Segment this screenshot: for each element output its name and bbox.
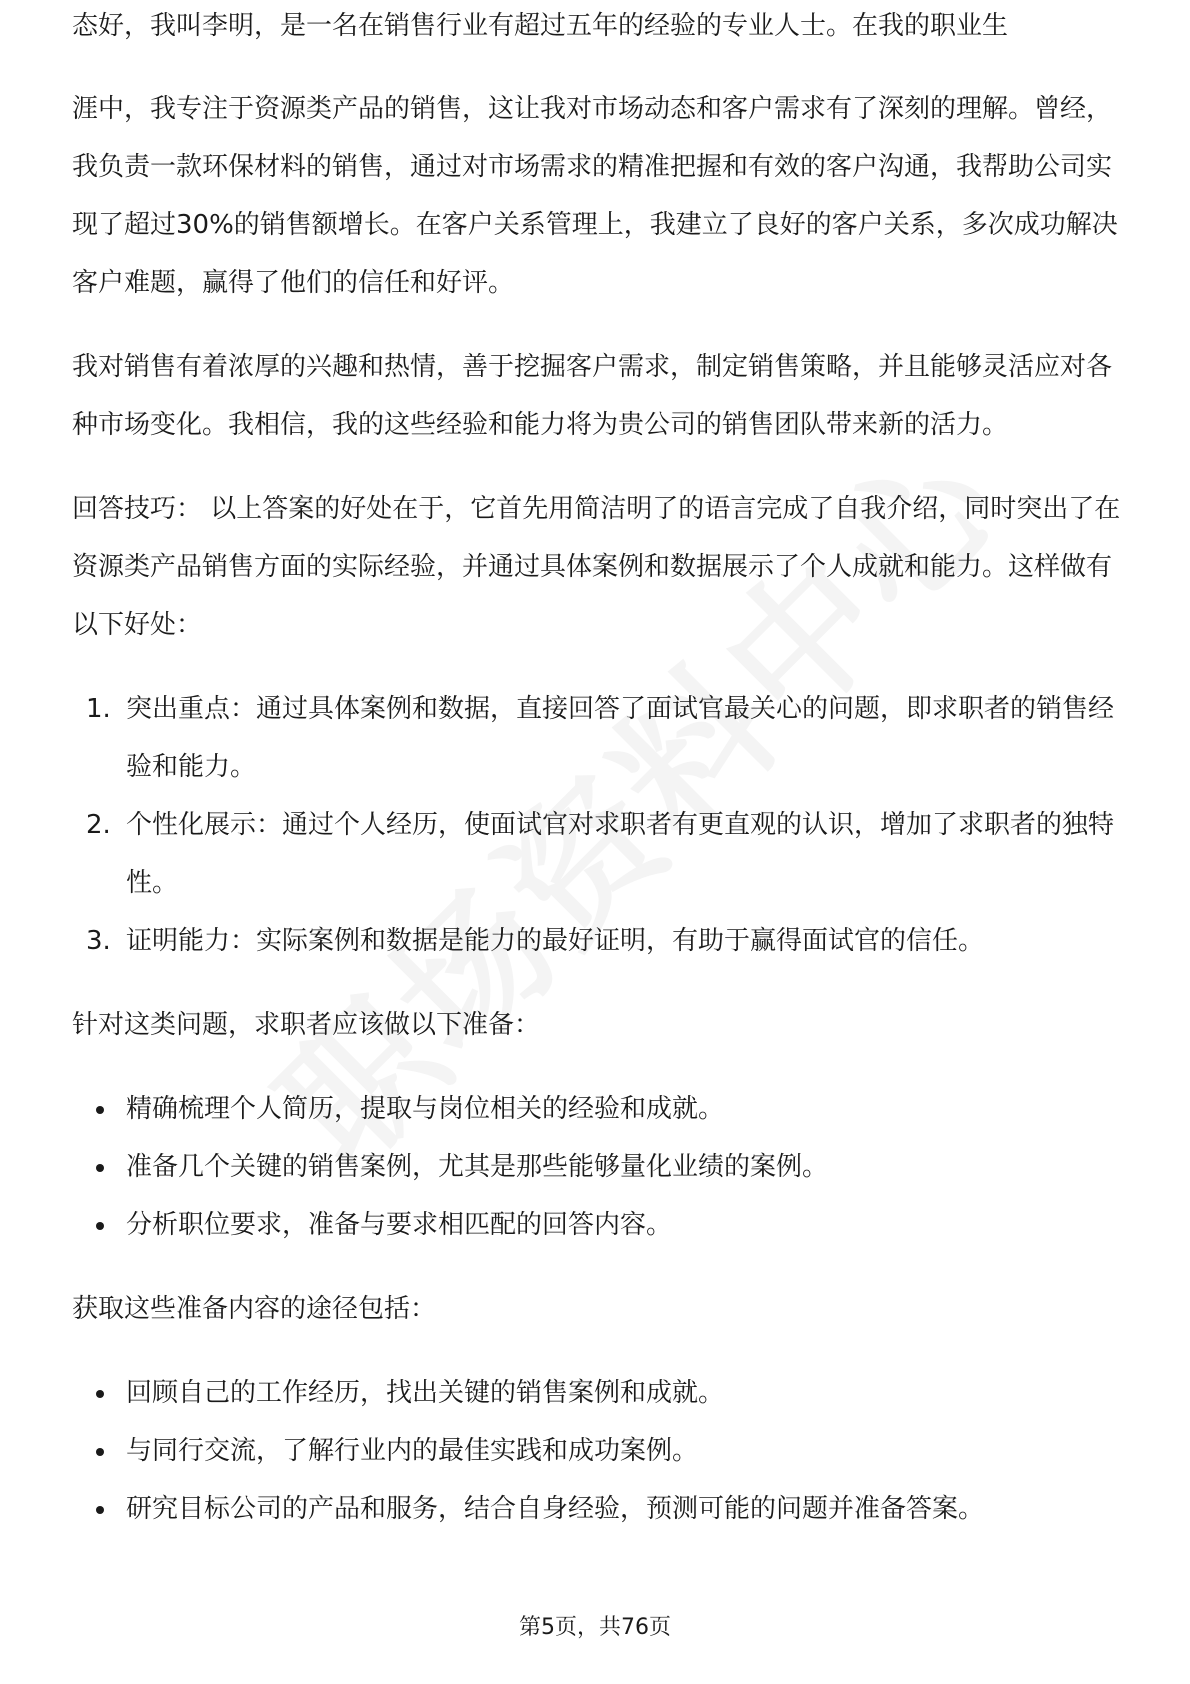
paragraph-intro: 涯中，我专注于资源类产品的销售，这让我对市场动态和客户需求有了深刻的理解。曾经，我负责一款环保材料的销售，通过对市场需求的精准把握和有效的客户沟通，我帮助公司实现了超过30%的销售额增长。在客户关系管理上，我建立了良好的客户关系，多次成功解决客户难题，赢得了他们的信任和好评。	[72, 94, 1118, 298]
sources-bullet-list	[72, 1364, 1122, 1538]
list-item-text: 回顾自己的工作经历，找出关键的销售案例和成就。	[126, 1378, 725, 1408]
top-cut-line-clip	[0, 0, 1190, 70]
list-item-text: 与同行交流，了解行业内的最佳实践和成功案例。	[126, 1436, 699, 1466]
top-cut-line: 态好，我叫李明，是一名在销售行业有超过五年的经验的专业人士。在我的职业生	[72, 11, 1009, 41]
document-body	[72, 80, 1122, 1564]
list-item	[72, 1196, 1122, 1254]
list-item	[72, 1080, 1122, 1138]
paragraph-tips: 回答技巧： 以上答案的好处在于，它首先用简洁明了的语言完成了自我介绍，同时突出了在资源类产品销售方面的实际经验，并通过具体案例和数据展示了个人成就和能力。这样做有以下好处：	[72, 494, 1121, 640]
list-number: 1.	[86, 694, 111, 724]
list-item-text: 精确梳理个人简历，提取与岗位相关的经验和成就。	[126, 1094, 725, 1124]
list-item	[72, 796, 1122, 912]
list-item-text: 个性化展示：通过个人经历，使面试官对求职者有更直观的认识，增加了求职者的独特性。	[126, 810, 1115, 898]
bullet-dot-icon	[96, 1164, 104, 1172]
list-number: 3.	[86, 926, 111, 956]
bullet-dot-icon	[96, 1506, 104, 1514]
list-item	[72, 1422, 1122, 1480]
paragraph-prep-intro: 针对这类问题，求职者应该做以下准备：	[72, 1010, 541, 1040]
list-item-text: 突出重点：通过具体案例和数据，直接回答了面试官最关心的问题，即求职者的销售经验和能力。	[126, 694, 1115, 782]
prep-bullet-list	[72, 1080, 1122, 1254]
bullet-dot-icon	[96, 1390, 104, 1398]
bullet-dot-icon	[96, 1222, 104, 1230]
list-item	[72, 680, 1122, 796]
list-item-text: 研究目标公司的产品和服务，结合自身经验，预测可能的问题并准备答案。	[126, 1494, 985, 1524]
list-item-text: 分析职位要求，准备与要求相匹配的回答内容。	[126, 1210, 673, 1240]
list-item-text: 证明能力：实际案例和数据是能力的最好证明，有助于赢得面试官的信任。	[126, 926, 985, 956]
list-item-text: 准备几个关键的销售案例，尤其是那些能够量化业绩的案例。	[126, 1152, 829, 1182]
list-item	[72, 1138, 1122, 1196]
list-item	[72, 1364, 1122, 1422]
list-item	[72, 1480, 1122, 1538]
paragraph-interest: 我对销售有着浓厚的兴趣和热情，善于挖掘客户需求，制定销售策略，并且能够灵活应对各种市场变化。我相信，我的这些经验和能力将为贵公司的销售团队带来新的活力。	[72, 352, 1113, 440]
page-number-footer: 第5页，共76页	[519, 1615, 671, 1640]
list-item	[72, 912, 1122, 970]
list-number: 2.	[86, 810, 111, 840]
paragraph-sources-intro: 获取这些准备内容的途径包括：	[72, 1294, 437, 1324]
bullet-dot-icon	[96, 1448, 104, 1456]
numbered-list	[72, 680, 1122, 970]
bullet-dot-icon	[96, 1106, 104, 1114]
